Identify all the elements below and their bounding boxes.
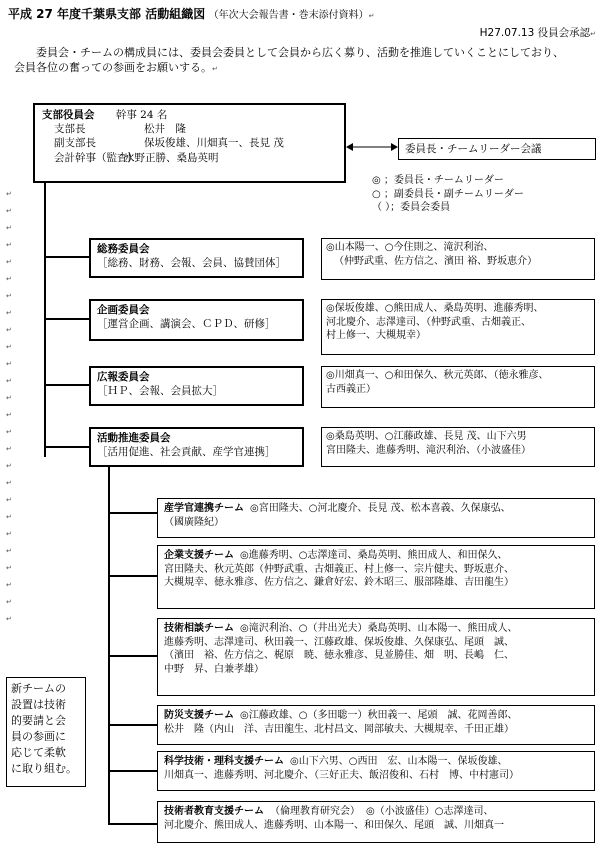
connector-line (108, 575, 158, 577)
officers-title: 支部役員会 (42, 109, 95, 121)
committee-desc: ［運営企画、講演会、ＣＰＤ、研修］ (97, 318, 276, 331)
connector-line (44, 446, 90, 448)
team-title: 企業支援チーム (164, 550, 234, 561)
committee-title: 企画委員会 (97, 304, 150, 316)
officers-box (33, 103, 346, 183)
main-trunk-line (44, 183, 46, 457)
team-box-engineer-education: 技術者教育支援チーム （倫理教育研究会） ◎（小波盛佳）○志澤達司、 河北慶介、熊田成人、進藤秀明、山本陽一、和田保久、尾頭 誠、川畑真一 (157, 801, 595, 843)
committee-box-planning (89, 299, 304, 341)
committee-title: 活動推進委員会 (97, 432, 171, 444)
committee-box-public-relations (89, 366, 304, 406)
team-title: 防災支援チーム (164, 710, 234, 721)
committee-title: 総務委員会 (97, 243, 150, 255)
paragraph-mark-icon: ↵ (368, 12, 375, 20)
double-arrow-icon (346, 140, 398, 154)
page-title: 平成 27 年度千葉県支部 活動組織図 (8, 7, 206, 21)
connector-line (108, 512, 158, 514)
officer-row: 支部長 松井 隆 (54, 123, 186, 136)
team-box-science-support: 科学技術・理科支援チーム ◎山下六男、○西田 宏、山本陽一、保坂俊雄、 川畑真一、進藤秀明、河北慶介、（三好正夫、飯沼俊和、石村 博、中村憲司） (157, 751, 595, 791)
team-title: 産学官連携チーム (164, 503, 244, 514)
officers-count: 幹事 24 名 (115, 109, 168, 121)
connector-line (108, 823, 158, 825)
team-title: 技術者教育支援チーム (164, 806, 264, 817)
connector-line (108, 724, 158, 726)
officer-row: 副支部長 保坂俊雄、川畑真一、長見 茂 (54, 137, 284, 150)
header (8, 6, 374, 23)
team-box-enterprise-support: 企業支援チーム ◎進藤秀明、○志澤達司、桑島英明、熊田成人、和田保久、 宮田隆夫、秋元英郎（仲野武重、古畑義正、村上修一、宗片健夫、野坂恵介、 大槻規幸、徳永雅彦、佐方信之、鎌倉好宏、鈴木昭三、服部隆雄、吉田龍生） (157, 545, 595, 609)
committee-box-general-affairs (89, 238, 304, 278)
officer-row: 会計幹事（監査）水野正勝、桑島英明 (54, 151, 219, 164)
legend (372, 174, 524, 215)
committee-members-general-affairs: ◎山本陽一、○今住則之、滝沢利治、 （仲野武重、佐方信之、濱田 裕、野坂恵介） (321, 238, 595, 280)
side-note-box: 新チームの 設置は技術 的要請と会 員の参画に 応じて柔軟 に取り組む。 (6, 677, 86, 787)
intro-paragraph: 委員会・チームの構成員には、委員会委員として会員から広く募り、活動を推進していくことにしており、 会員各位の奮っての参画をお願いする。↵ (14, 46, 564, 74)
legend-item: ◎ ；委員長・チームリーダー (372, 175, 504, 186)
team-box-industry-academia: 産学官連携チーム ◎宮田隆夫、○河北慶介、長見 茂、松本喜義、久保康弘、 （國廣隆紀） (157, 498, 595, 538)
team-title: 技術相談チーム (164, 623, 234, 634)
committee-title: 広報委員会 (97, 371, 150, 383)
team-title: 科学技術・理科支援チーム (164, 756, 284, 767)
committee-members-planning: ◎保坂俊雄、○熊田成人、桑島英明、進藤秀明、 河北慶介、志澤達司、（仲野武重、古畑義正、 村上修一、大槻規幸） (321, 299, 595, 355)
legend-item: （ ）；委員会委員 (372, 202, 451, 213)
margin-marks: ↵ ↵ ↵ ↵ ↵ ↵ ↵ ↵ ↵ ↵ ↵ ↵ ↵ ↵ ↵ ↵ ↵ ↵ ↵ ↵ ↵ ↵ ↵ ↵ ↵ ↵ (6, 190, 12, 623)
paragraph-mark-icon: ↵ (590, 30, 596, 38)
connector-line (108, 655, 158, 657)
committee-desc: ［活用促進、社会貢献、産学官連携］ (97, 446, 276, 459)
committee-members-activity-promotion: ◎桑島英明、○江藤政雄、長見 茂、山下六男 宮田隆夫、進藤秀明、滝沢利治、（小波盛佳） (321, 427, 595, 467)
connector-line (44, 256, 90, 258)
legend-item: ○ ；副委員長・副チームリーダー (372, 188, 524, 200)
committee-box-activity-promotion (89, 427, 304, 467)
committee-desc: ［総務、財務、会報、会員、協賛団体］ (97, 257, 286, 270)
team-box-technical-consulting: 技術相談チーム ◎滝沢利治、○（井出光夫）桑島英明、山本陽一、熊田成人、 進藤秀明、志澤達司、秋田義一、江藤政雄、保坂俊雄、久保康弘、尾頭 誠、 （濱田 裕、佐方信之、梶原 暁、徳永雅彦、見並勝佳、畑 明、長嶋 仁、 中野 昇、白兼孝雄） (157, 618, 595, 696)
committee-members-public-relations: ◎川畑真一、○和田保久、秋元英郎、（徳永雅彦、 古西義正） (321, 366, 595, 408)
page-subtitle: （年次大会報告書・巻末添付資料） (208, 10, 369, 21)
leaders-meeting-box: 委員長・チームリーダー会議 (398, 138, 596, 160)
approval-note: H27.07.13 役員会承認↵ (479, 27, 596, 39)
connector-line (44, 318, 90, 320)
committee-desc: ［ＨＰ、会報、会員拡大］ (97, 385, 223, 398)
connector-line (108, 770, 158, 772)
connector-line (44, 384, 90, 386)
team-box-disaster-prevention: 防災支援チーム ◎江藤政雄、○（多田聡一）秋田義一、尾頭 誠、花岡善郎、 松井 隆（内山 洋、吉田龍生、北村昌文、岡部敏夫、大槻規幸、千田正雄） (157, 705, 595, 745)
